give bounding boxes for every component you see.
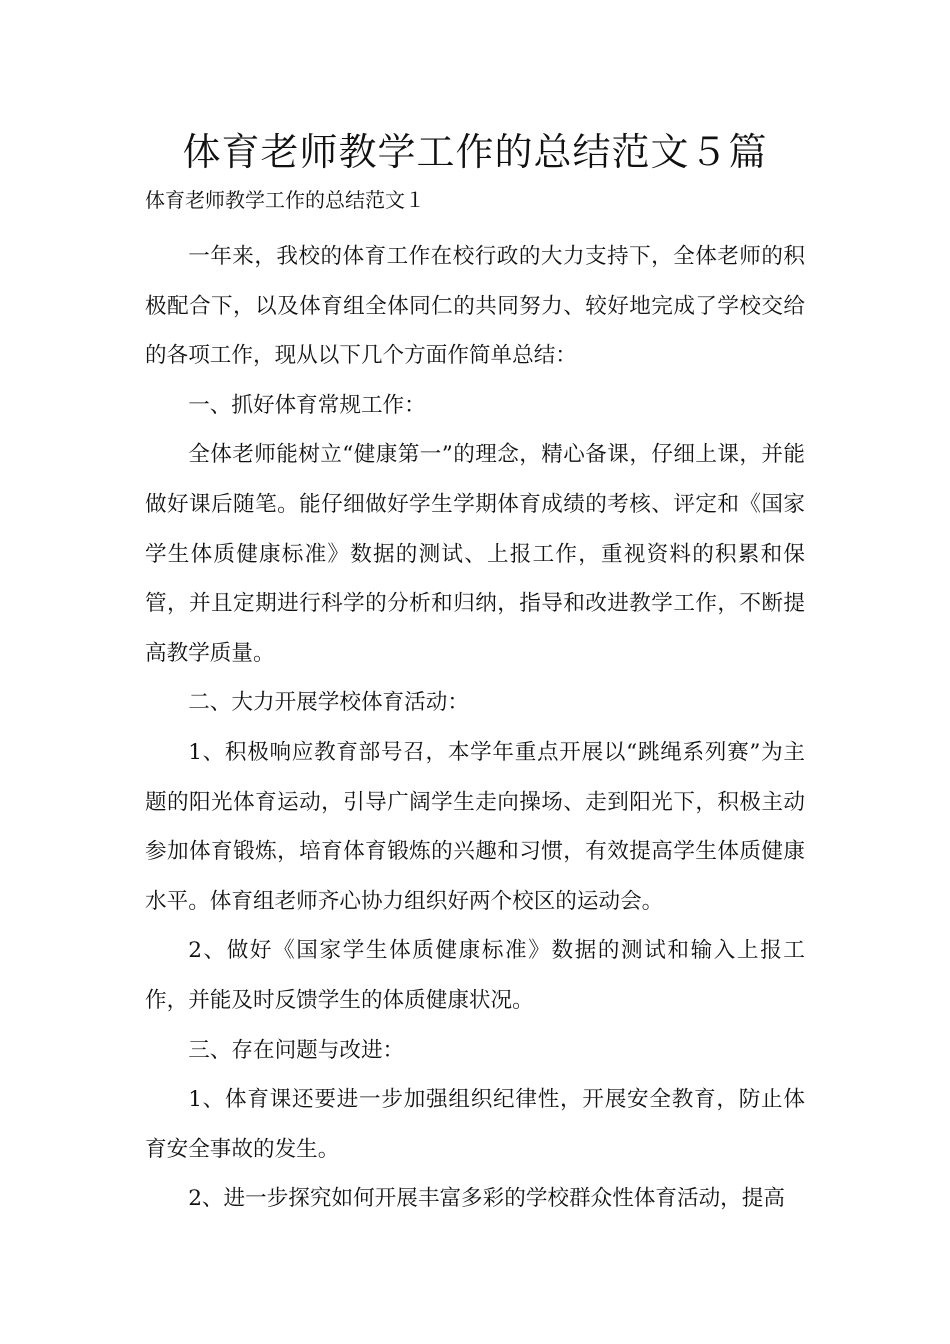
paragraph-routine-work: 全体老师能树立“健康第一”的理念，精心备课，仔细上课，并能做好课后随笔。能仔细做好学生学期体育成绩的考核、评定和《国家学生体质健康标准》数据的测试、上报工作，重视资料的积累和保管，并且定期进行科学的分析和归纳，指导和改进教学工作，不断提高教学质量。 bbox=[145, 442, 805, 666]
document-title: 体育老师教学工作的总结范文５篇 bbox=[182, 130, 768, 174]
paragraph-activity-1: 1、积极响应教育部号召，本学年重点开展以“跳绳系列赛”为主题的阳光体育运动，引导广阔学生走向操场、走到阳光下，积极主动参加体育锻炼，培育体育锻炼的兴趣和习惯，有效提高学生体质健康水平。体育组老师齐心协力组织好两个校区的运动会。 bbox=[145, 739, 805, 914]
section-heading-1: 一、抓好体育常规工作： bbox=[188, 392, 426, 418]
paragraph-issue-1: 1、体育课还要进一步加强组织纪律性，开展安全教育，防止体育安全事故的发生。 bbox=[145, 1087, 805, 1162]
document-subtitle: 体育老师教学工作的总结范文１ bbox=[145, 188, 425, 212]
section-heading-3: 三、存在问题与改进： bbox=[188, 1037, 405, 1063]
section-heading-2: 二、大力开展学校体育活动： bbox=[188, 690, 469, 716]
paragraph-intro: 一年来，我校的体育工作在校行政的大力支持下，全体老师的积极配合下，以及体育组全体同仁的共同努力、较好地完成了学校交给的各项工作，现从以下几个方面作简单总结： bbox=[145, 244, 805, 369]
document-body bbox=[145, 232, 805, 1224]
paragraph-issue-2: 2、进一步探究如何开展丰富多彩的学校群众性体育活动，提高 bbox=[188, 1186, 785, 1212]
paragraph-activity-2: 2、做好《国家学生体质健康标准》数据的测试和输入上报工作，并能及时反馈学生的体质健康状况。 bbox=[145, 938, 805, 1013]
